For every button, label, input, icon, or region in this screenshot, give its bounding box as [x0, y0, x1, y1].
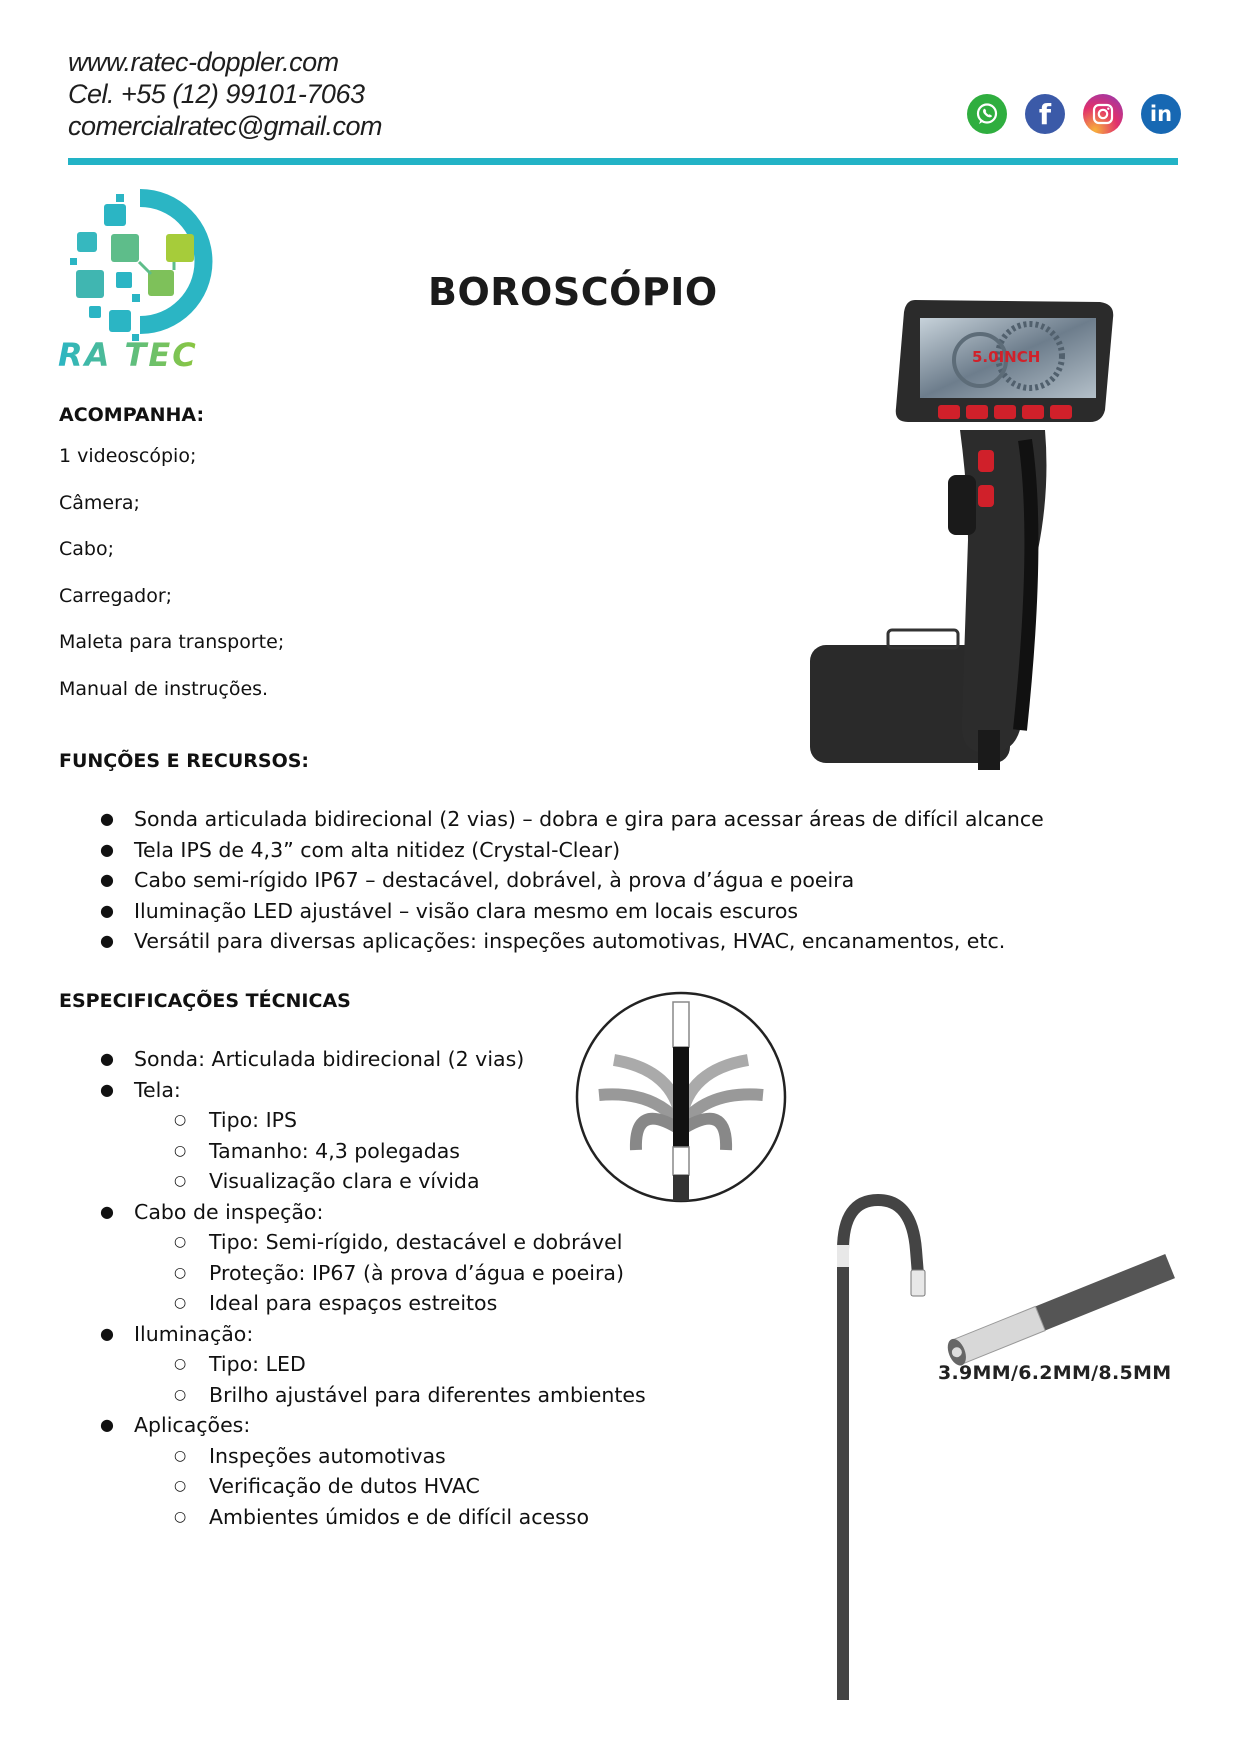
- spec-subitem: ○ Brilho ajustável para diferentes ambientes: [134, 1380, 646, 1411]
- circle-bullet-icon: ○: [174, 1264, 187, 1281]
- acompanha-heading: ACOMPANHA:: [59, 404, 205, 426]
- spec-subitem: ○ Ambientes úmidos e de difícil acesso: [134, 1502, 646, 1533]
- phone-number: Cel. +55 (12) 99101-7063: [68, 79, 365, 109]
- bullet-icon: ●: [100, 931, 114, 950]
- acompanha-item: Câmera;: [59, 491, 140, 514]
- linkedin-icon[interactable]: in: [1141, 94, 1181, 134]
- spec-subitem: ○ Tipo: LED: [134, 1349, 646, 1380]
- articulation-diagram: [574, 990, 788, 1204]
- borescope-device-image: [800, 290, 1140, 770]
- spec-subitem: ○ Tamanho: 4,3 polegadas: [134, 1136, 646, 1167]
- funcoes-item: ● Cabo semi-rígido IP67 – destacável, dobrável, à prova d’água e poeira: [134, 865, 1044, 896]
- spec-subitem: ○ Ideal para espaços estreitos: [134, 1288, 646, 1319]
- especificacoes-heading: ESPECIFICAÇÕES TÉCNICAS: [59, 990, 351, 1012]
- circle-bullet-icon: ○: [174, 1478, 187, 1494]
- funcoes-item: ● Iluminação LED ajustável – visão clara mesmo em locais escuros: [134, 896, 1044, 927]
- screen-label: 5.0INCH: [972, 348, 1041, 366]
- circle-bullet-icon: ○: [174, 1173, 187, 1189]
- circle-bullet-icon: ○: [174, 1386, 187, 1403]
- bullet-icon: ●: [100, 1079, 114, 1099]
- spec-subitem: ○ Proteção: IP67 (à prova d’água e poeira): [134, 1258, 646, 1289]
- spec-subitem: ○ Tipo: IPS: [134, 1105, 646, 1136]
- whatsapp-icon[interactable]: [967, 94, 1007, 134]
- acompanha-item: Cabo;: [59, 538, 114, 560]
- spec-subitem: ○ Tipo: Semi-rígido, destacável e dobrável: [134, 1227, 646, 1258]
- bullet-icon: ●: [100, 870, 114, 889]
- funcoes-item: ● Tela IPS de 4,3” com alta nitidez (Crystal-Clear): [134, 835, 1044, 866]
- bullet-icon: ●: [100, 809, 114, 828]
- bullet-icon: ●: [100, 900, 114, 920]
- bullet-icon: ●: [100, 1201, 114, 1221]
- funcoes-item: ● Sonda articulada bidirecional (2 vias) – dobra e gira para acessar áreas de difícil alcance: [134, 804, 1044, 835]
- bullet-icon: ●: [100, 1323, 114, 1343]
- circle-bullet-icon: ○: [174, 1508, 187, 1525]
- funcoes-list: [100, 804, 1044, 957]
- facebook-icon[interactable]: f: [1025, 94, 1065, 134]
- instagram-icon[interactable]: [1083, 94, 1123, 134]
- especificacoes-list: [100, 1044, 646, 1532]
- acompanha-list: [59, 444, 284, 723]
- acompanha-item: 1 videoscópio;: [59, 445, 197, 467]
- spec-item-iluminacao: ● Iluminação:: [134, 1319, 646, 1350]
- circle-bullet-icon: ○: [174, 1234, 187, 1250]
- ratec-logo: [56, 184, 216, 374]
- spec-subitem: ○ Verificação de dutos HVAC: [134, 1471, 646, 1502]
- acompanha-item: Carregador;: [59, 584, 173, 607]
- website-link[interactable]: www.ratec-doppler.com: [68, 47, 339, 77]
- circle-bullet-icon: ○: [174, 1356, 187, 1372]
- bullet-icon: ●: [100, 1049, 114, 1068]
- bullet-icon: ●: [100, 839, 114, 859]
- circle-bullet-icon: ○: [174, 1112, 187, 1128]
- page-title: BOROSCÓPIO: [428, 270, 718, 314]
- acompanha-item: Manual de instruções.: [59, 677, 269, 700]
- header-divider: [68, 158, 1178, 165]
- funcoes-item: ● Versátil para diversas aplicações: inspeções automotivas, HVAC, encanamentos, etc.: [134, 926, 1044, 957]
- bullet-icon: ●: [100, 1415, 114, 1434]
- acompanha-item: Maleta para transporte;: [59, 631, 285, 653]
- circle-bullet-icon: ○: [174, 1142, 187, 1159]
- contact-block: [68, 46, 382, 142]
- spec-item-cabo: ● Cabo de inspeção:: [134, 1197, 646, 1228]
- spec-subitem: ○ Visualização clara e vívida: [134, 1166, 646, 1197]
- social-icons: [967, 94, 1181, 134]
- funcoes-heading: FUNÇÕES E RECURSOS:: [59, 750, 310, 772]
- probe-diameter-label: 3.9MM/6.2MM/8.5MM: [938, 1362, 1172, 1384]
- spec-item-tela: ● Tela:: [134, 1075, 646, 1106]
- circle-bullet-icon: ○: [174, 1295, 187, 1311]
- spec-subitem: ○ Inspeções automotivas: [134, 1441, 646, 1472]
- email-link[interactable]: comercialratec@gmail.com: [68, 111, 382, 141]
- probe-cable-image: [820, 1190, 1180, 1700]
- logo-text: RA TEC: [58, 336, 198, 374]
- spec-item-aplicacoes: ● Aplicações:: [134, 1410, 646, 1441]
- spec-item-sonda: ● Sonda: Articulada bidirecional (2 vias): [134, 1044, 646, 1075]
- circle-bullet-icon: ○: [174, 1447, 187, 1464]
